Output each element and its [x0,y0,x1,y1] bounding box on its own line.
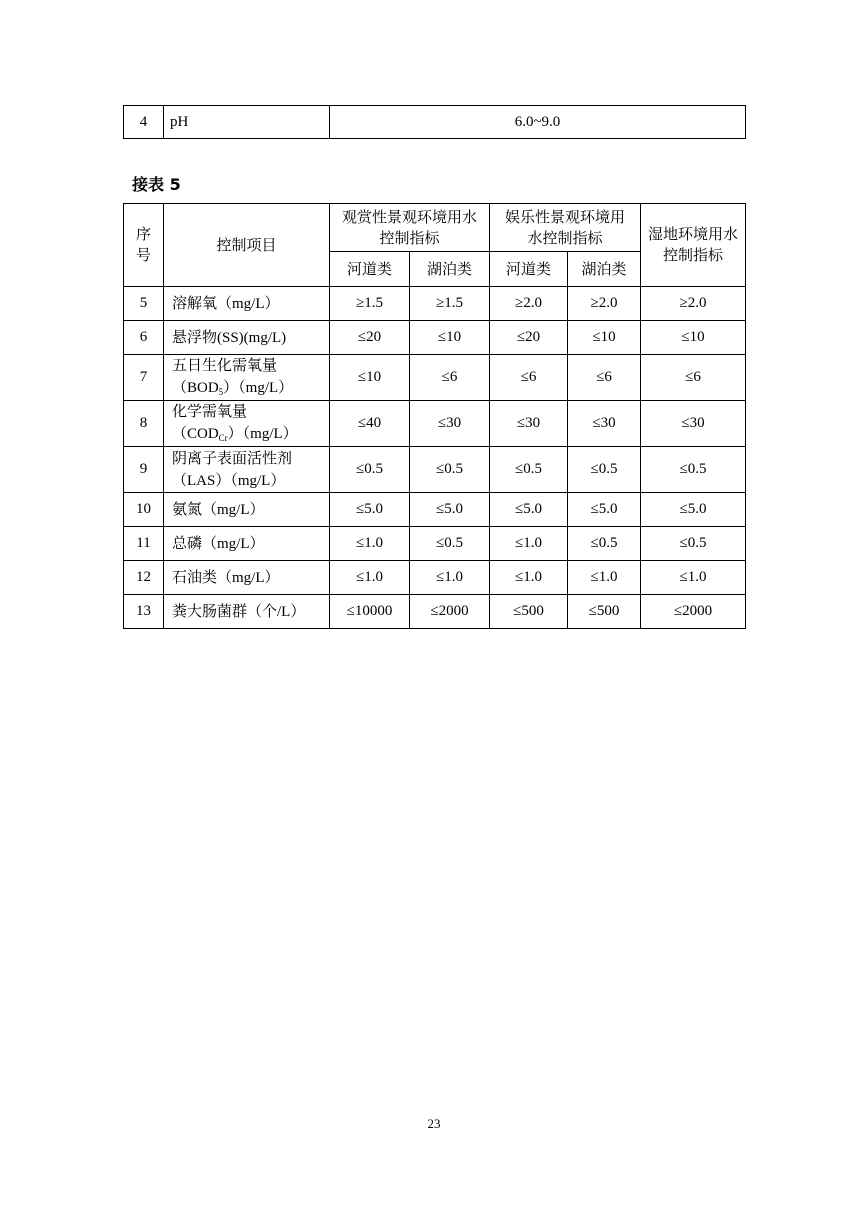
limit-value: ≤500 [568,595,641,629]
limit-value: ≤0.5 [641,527,746,561]
limit-value: ≤10 [410,321,490,355]
table-row [124,493,746,527]
limit-value: ≤20 [330,321,410,355]
control-item [164,561,330,595]
limit-value: ≤6 [568,355,641,401]
limit-value: ≤30 [641,401,746,447]
limit-value: ≤5.0 [330,493,410,527]
control-item-unit [172,423,329,446]
limit-value: ≤1.0 [410,561,490,595]
table-row [124,447,746,493]
control-item-unit [172,377,329,400]
limit-value: ≤5.0 [641,493,746,527]
limit-value: ≤6 [641,355,746,401]
limit-value: ≤1.0 [490,561,568,595]
limit-value: ≤10 [641,321,746,355]
limit-value: ≥2.0 [641,287,746,321]
limit-value: ≥1.5 [330,287,410,321]
subheader-river: 河道类 [330,252,410,287]
row-number: 7 [124,355,164,401]
table-caption: 接表 5 [132,175,181,194]
limit-value: ≤1.0 [641,561,746,595]
limit-value: ≤1.0 [330,527,410,561]
row-number: 12 [124,561,164,595]
table-row [124,527,746,561]
limit-value: ≤20 [490,321,568,355]
limit-value: ≤2000 [410,595,490,629]
header-row [124,204,746,252]
limit-value: ≤0.5 [330,447,410,493]
limit-value: ≤30 [410,401,490,447]
limit-value: ≤5.0 [490,493,568,527]
limit-value: ≤10 [330,355,410,401]
row-number: 10 [124,493,164,527]
control-item [164,401,330,447]
limit-value: ≤0.5 [490,447,568,493]
control-item [164,493,330,527]
table-row [124,561,746,595]
row-number: 9 [124,447,164,493]
control-item-name: 化学需氧量 [172,404,248,420]
control-item-unit [172,470,329,492]
limit-value: ≤0.5 [641,447,746,493]
limit-value: ≤6 [410,355,490,401]
limit-value: ≤1.0 [568,561,641,595]
row-number: 6 [124,321,164,355]
row-number: 4 [124,106,164,139]
limit-value: ≤30 [490,401,568,447]
control-item [164,447,330,493]
row-number: 13 [124,595,164,629]
water-quality-table [123,203,746,629]
limit-value: ≥2.0 [490,287,568,321]
control-item-unit-text: ）（mg/L） [223,380,294,396]
row-number: 8 [124,401,164,447]
header-no: 序号 [124,204,164,287]
control-item-name: 五日生化需氧量 [172,358,278,374]
row-number: 11 [124,527,164,561]
limit-value: ≤500 [490,595,568,629]
control-item-unit-text: （LAS）（mg/L） [172,472,286,489]
control-item [164,527,330,561]
limit-value: ≤0.5 [410,527,490,561]
control-item-name: 石油类（mg/L） [172,569,280,586]
limit-value: ≤1.0 [490,527,568,561]
header-ornamental: 观赏性景观环境用水控制指标 [330,204,490,252]
limit-value: ≤1.0 [330,561,410,595]
control-item-unit-text: （COD [172,426,219,442]
control-item [164,321,330,355]
table-row [124,355,746,401]
control-item-unit-text: （BOD [172,380,219,396]
subheader-river: 河道类 [490,252,568,287]
subscript: 5 [218,387,224,397]
control-item-name: 氨氮（mg/L） [172,501,265,518]
row-number: 5 [124,287,164,321]
limit-value: ≤0.5 [568,527,641,561]
limit-value: ≤6 [490,355,568,401]
control-item [164,355,330,401]
limit-value: ≤10 [568,321,641,355]
header-recreational: 娱乐性景观环境用水控制指标 [490,204,641,252]
limit-value: ≤2000 [641,595,746,629]
limit-value: ≤40 [330,401,410,447]
subheader-lake: 湖泊类 [568,252,641,287]
subheader-lake: 湖泊类 [410,252,490,287]
header-wetland: 湿地环境用水控制指标 [641,204,746,287]
limit-value: ≤0.5 [410,447,490,493]
limit-value: ≥2.0 [568,287,641,321]
table-row [124,321,746,355]
limit-value: ≤5.0 [568,493,641,527]
table-row [124,595,746,629]
control-item-name: 阴离子表面活性剂 [172,450,293,467]
control-item-unit-text: ）（mg/L） [227,426,298,442]
limit-value: ≤30 [568,401,641,447]
subscript: Cr [218,433,228,443]
control-item [164,287,330,321]
control-item-name: 溶解氧（mg/L） [172,295,280,312]
table-row [124,106,746,139]
limit-value: ≤10000 [330,595,410,629]
control-item-name: 总磷（mg/L） [172,535,265,552]
control-item [164,595,330,629]
table-row [124,401,746,447]
control-item-name: 粪大肠菌群（个/L） [172,603,306,620]
previous-table-continuation [123,105,746,139]
control-item: pH [164,106,330,139]
value-range: 6.0~9.0 [330,106,746,139]
table-row [124,287,746,321]
limit-value: ≤5.0 [410,493,490,527]
limit-value: ≤0.5 [568,447,641,493]
control-item-name: 悬浮物(SS)(mg/L) [172,329,287,346]
limit-value: ≥1.5 [410,287,490,321]
page-number: 23 [427,1116,441,1131]
header-item: 控制项目 [164,204,330,287]
